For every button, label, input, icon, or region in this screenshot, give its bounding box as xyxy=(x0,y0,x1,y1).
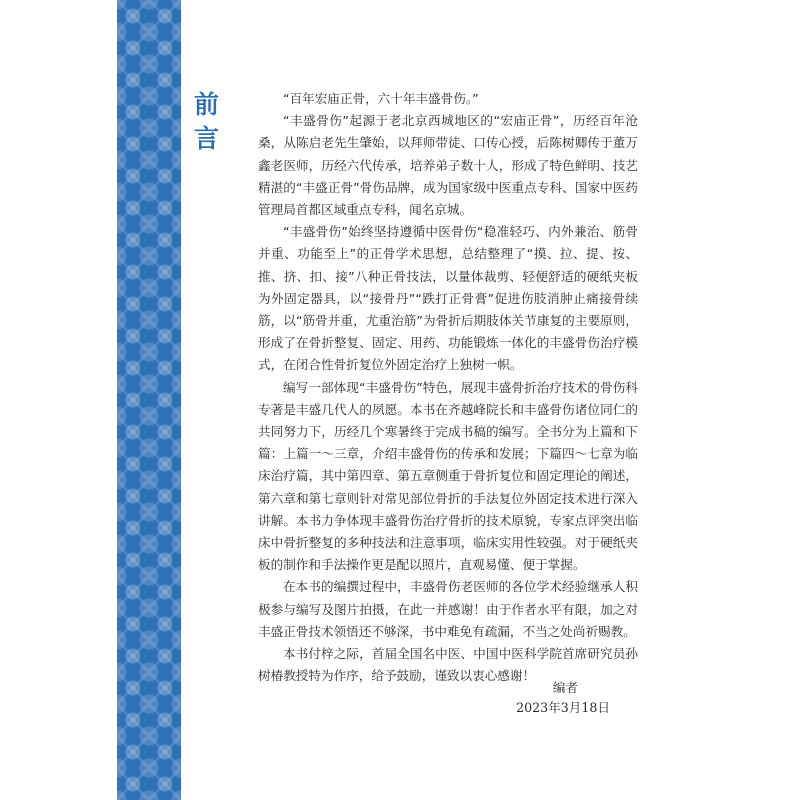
paragraph-3: “丰盛骨伤”始终坚持遵循中医骨伤“稳准轻巧、内外兼治、筋骨并重、功能至上”的正骨学术思想，总结整理了“摸、拉、提、按、推、挤、扣、接”八种正骨技法，以量体裁剪、轻便舒适的硬纸夹板为外固定器具，以“接骨丹”“跌打正骨膏”促进伤肢消肿止痛接骨续筋，以“筋骨并重，尤重治筋”为骨折后期肢体关节康复的主要原则，形成了在骨折整复、固定、用药、功能锻炼一体化的丰盛骨伤治疗模式，在闭合性骨折复位外固定治疗上独树一帜。 xyxy=(258,224,638,373)
preface-body xyxy=(258,88,638,687)
heading-char-1: 前 xyxy=(194,90,220,119)
paragraph-1: “百年宏庙正骨，六十年丰盛骨伤。” xyxy=(283,91,479,106)
decorative-side-band xyxy=(117,0,181,800)
paragraph-6: 本书付梓之际，首届全国名中医、中国中医科学院首席研究员孙树椿教授特为作序，给予鼓励，谨致以衷心感谢！ xyxy=(258,646,638,684)
preface-heading xyxy=(194,88,234,156)
paragraph-5: 在本书的编撰过程中，丰盛骨伤老医师的各位学术经验继承人积极参与编写及图片拍摄，在此一并感谢！由于作者水平有限，加之对丰盛正骨技术领悟还不够深，书中难免有疏漏，不当之处尚祈赐教。 xyxy=(258,579,638,639)
signature-date: 2023年3月18日 xyxy=(516,700,610,715)
signature-author: 编者 xyxy=(552,680,578,695)
heading-char-2: 言 xyxy=(194,124,220,153)
paragraph-4: 编写一部体现“丰盛骨伤”特色，展现丰盛骨折治疗技术的骨伤科专著是丰盛几代人的夙愿。本书在齐越峰院长和丰盛骨伤诸位同仁的共同努力下，历经几个寒暑终于完成书稿的编写。全书分为上篇和下篇：上篇一～三章，介绍丰盛骨伤的传承和发展；下篇四～七章为临床治疗篇，其中第四章、第五章侧重于骨折复位和固定理论的阐述，第六章和第七章则针对常见部位骨折的手法复位外固定技术进行深入讲解。本书力争体现丰盛骨伤治疗骨折的技术原貌，专家点评突出临床中骨折整复的多种技法和注意事项，临床实用性较强。对于硬纸夹板的制作和手法操作更是配以照片，直观易懂、便于掌握。 xyxy=(258,379,638,573)
paragraph-2: “丰盛骨伤”起源于老北京西城地区的“宏庙正骨”，历经百年沧桑，从陈启老先生肇始，以拜师带徒、口传心授，后陈树卿传于董万鑫老医师，历经六代传承，培养弟子数十人，形成了特色鲜明、技艺精湛的“丰盛正骨”骨伤品牌，成为国家级中医重点专科、国家中医药管理局首都区域重点专科，闻名京城。 xyxy=(258,113,638,218)
